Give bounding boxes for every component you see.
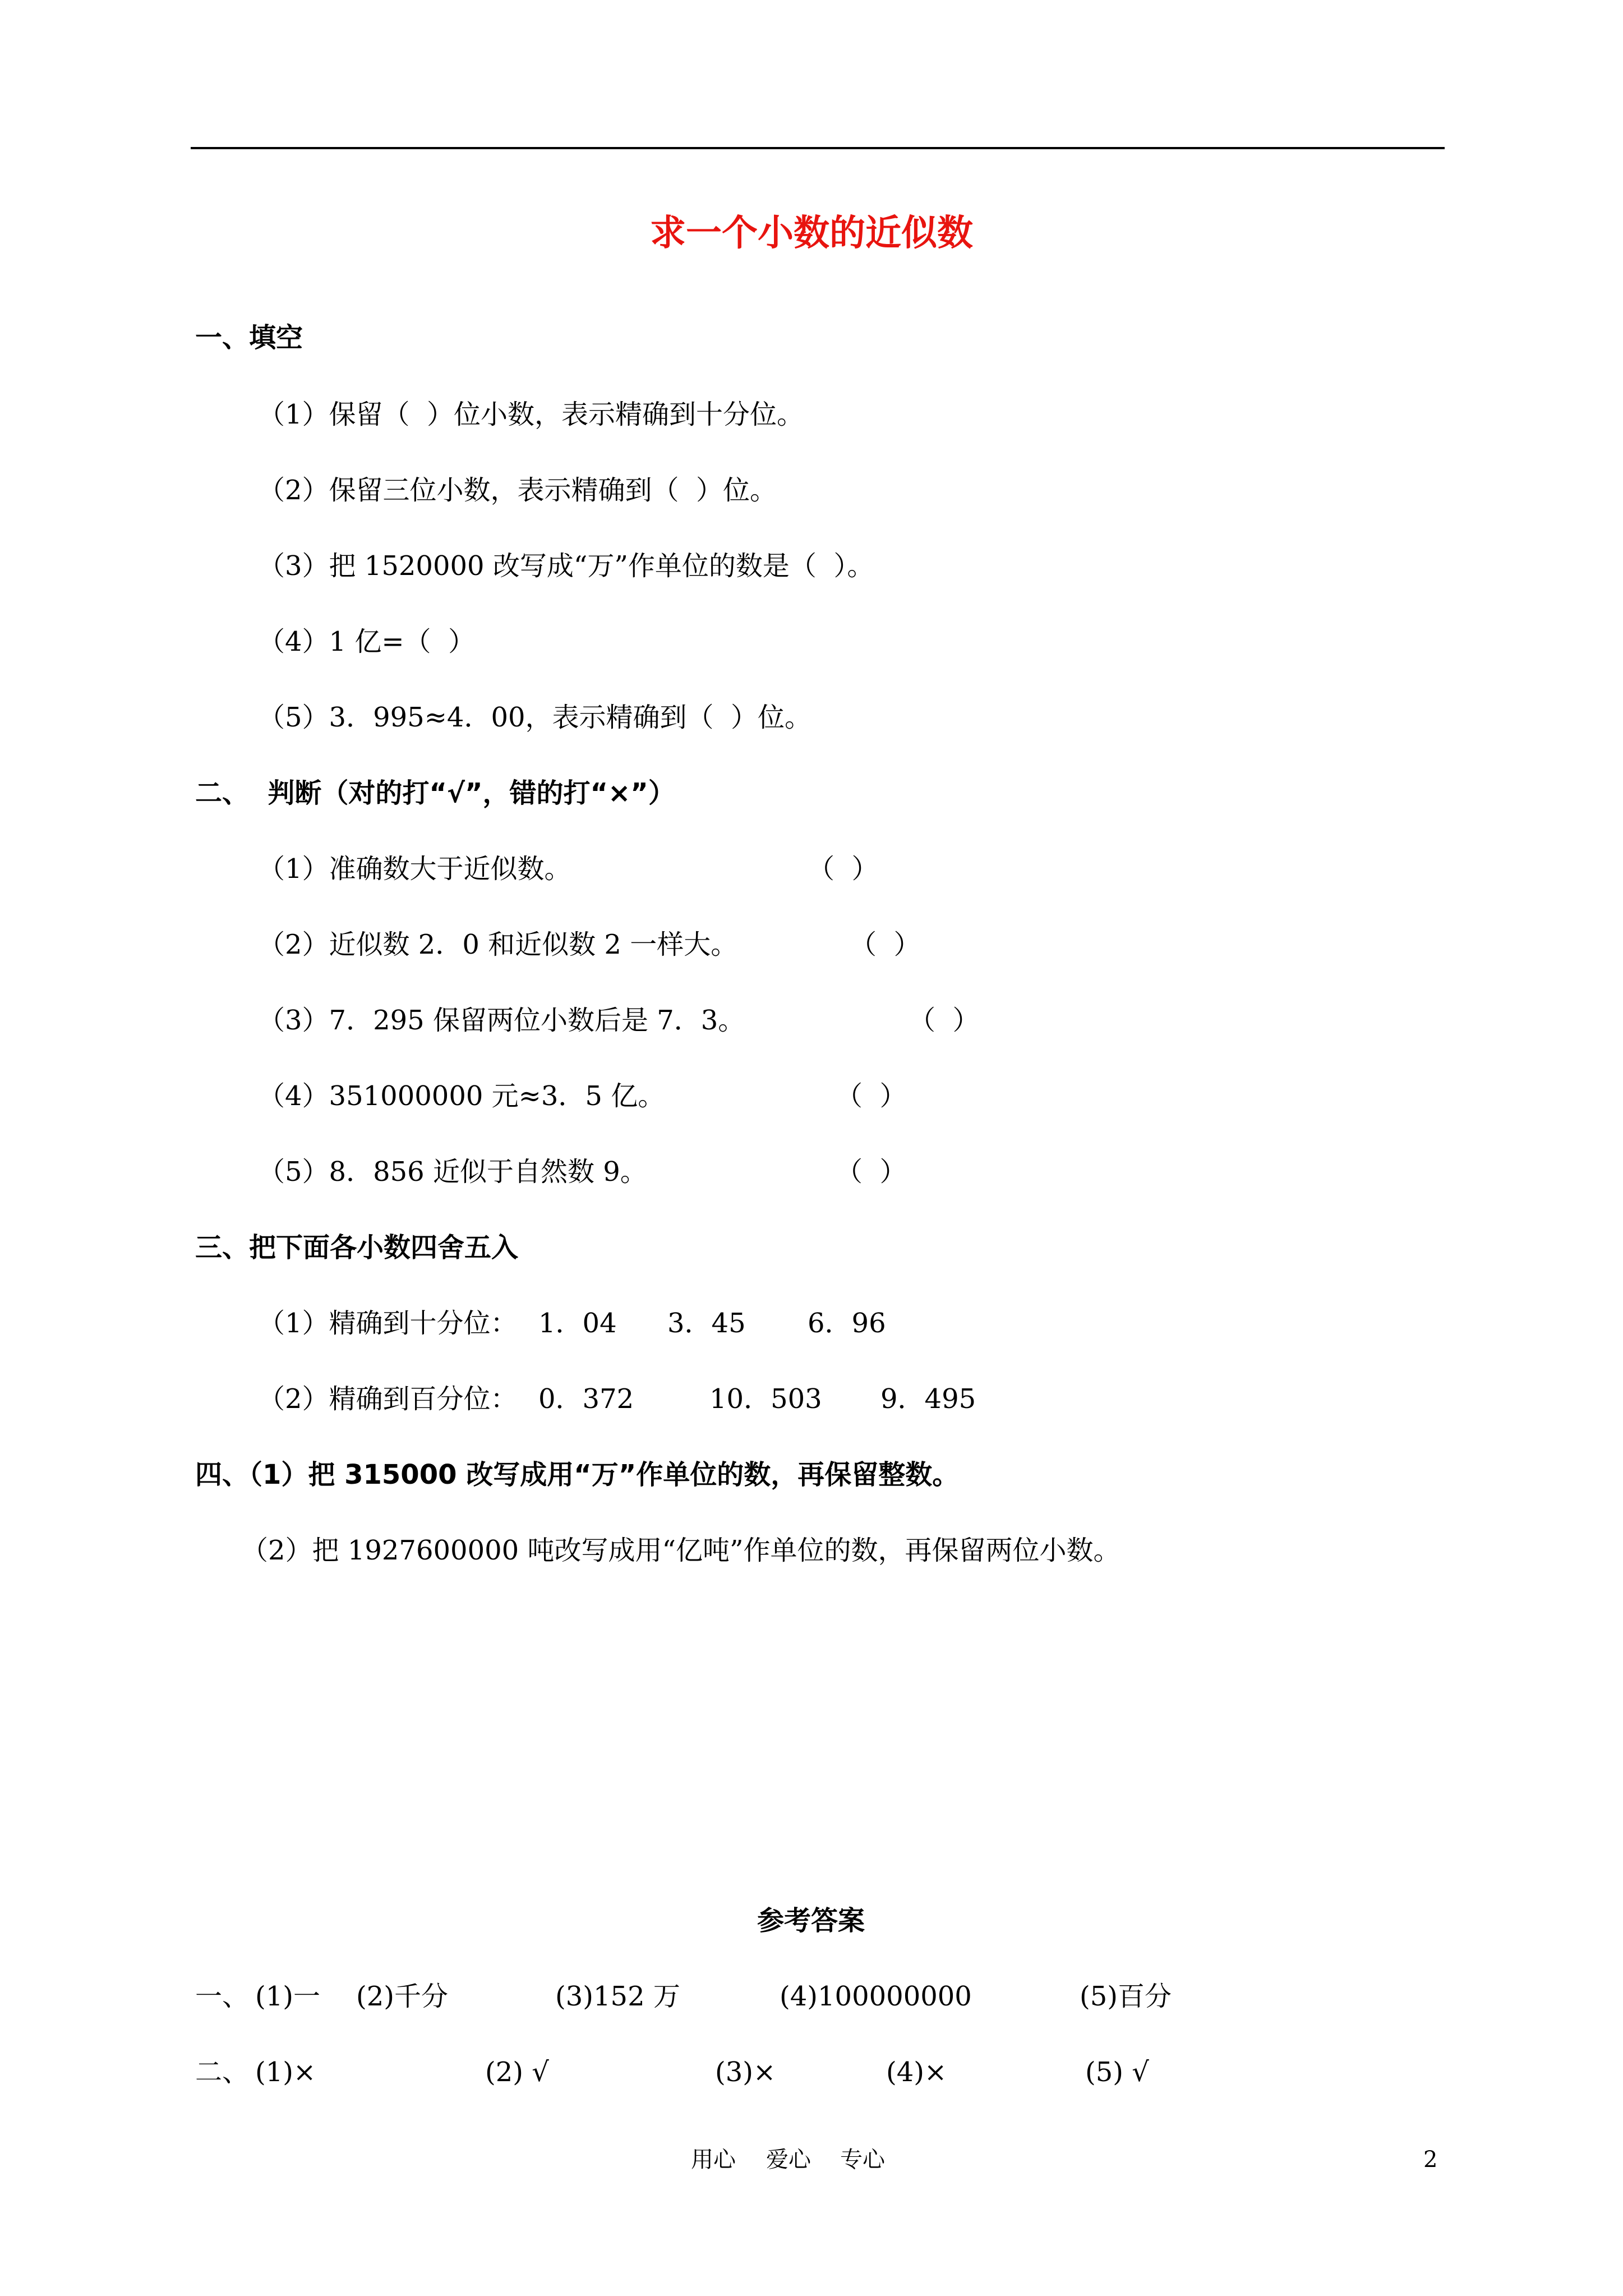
section-1-item-2: （2）保留三位小数，表示精确到（ ）位。 — [258, 475, 777, 506]
answer-2-2: (2) √ — [485, 2056, 549, 2088]
section-1-item-3: （3）把 1520000 改写成“万”作单位的数是（ ）。 — [258, 550, 874, 582]
round-tenths-value-1: 1．04 — [538, 1308, 617, 1339]
section-1-item-1: （1）保留（ ）位小数，表示精确到十分位。 — [258, 399, 804, 430]
judge-blank-1: （ ） — [808, 853, 879, 885]
judge-item-2: （2）近似数 2．0 和近似数 2 一样大。 — [258, 929, 738, 960]
answers-row1-label: 一、 — [195, 1981, 250, 2012]
judge-blank-2: （ ） — [850, 929, 921, 960]
section-1-item-5: （5）3．995≈4．00，表示精确到（ ）位。 — [258, 702, 812, 733]
section-2-heading: 二、 判断（对的打“√”，错的打“×”） — [195, 777, 675, 809]
section-3-heading: 三、把下面各小数四舍五入 — [195, 1232, 519, 1263]
answer-1-3: (3)152 万 — [555, 1981, 680, 2012]
round-hundredths-value-2: 10．503 — [709, 1383, 822, 1415]
section-1-item-4: （4）1 亿=（ ） — [258, 626, 476, 657]
answer-1-5: (5)百分 — [1080, 1981, 1172, 2012]
round-hundredths-label: （2）精确到百分位： — [258, 1383, 518, 1415]
judge-item-1: （1）准确数大于近似数。 — [258, 853, 571, 885]
footer-motto-2: 爱心 — [766, 2147, 811, 2173]
round-tenths-value-3: 6．96 — [808, 1308, 886, 1339]
footer-motto-1: 用心 — [691, 2147, 736, 2173]
section-4-item-2: （2）把 1927600000 吨改写成用“亿吨”作单位的数，再保留两位小数。 — [241, 1535, 1121, 1566]
answer-1-1: (1)一 — [255, 1981, 320, 2012]
judge-blank-4: （ ） — [836, 1080, 907, 1112]
section-1-heading: 一、填空 — [195, 322, 303, 353]
page-number: 2 — [1423, 2147, 1438, 2173]
round-tenths-label: （1）精确到十分位： — [258, 1308, 518, 1339]
judge-item-4: （4）351000000 元≈3．5 亿。 — [258, 1080, 665, 1112]
round-hundredths-value-3: 9．495 — [880, 1383, 976, 1415]
answers-heading: 参考答案 — [757, 1905, 865, 1936]
header-rule — [191, 147, 1445, 149]
round-hundredths-value-1: 0．372 — [538, 1383, 634, 1415]
round-tenths-value-2: 3．45 — [667, 1308, 746, 1339]
answer-2-4: (4)× — [886, 2056, 947, 2088]
judge-blank-3: （ ） — [909, 1005, 980, 1036]
answer-2-5: (5) √ — [1085, 2056, 1149, 2088]
document-title: 求一个小数的近似数 — [650, 213, 973, 254]
judge-item-5: （5）8．856 近似于自然数 9。 — [258, 1156, 647, 1188]
judge-blank-5: （ ） — [836, 1156, 907, 1188]
section-4-heading: 四、（1）把 315000 改写成用“万”作单位的数，再保留整数。 — [195, 1459, 960, 1490]
footer-motto-3: 专心 — [840, 2147, 885, 2173]
answer-1-4: (4)100000000 — [780, 1981, 972, 2012]
answer-1-2: (2)千分 — [356, 1981, 448, 2012]
judge-item-3: （3）7．295 保留两位小数后是 7．3。 — [258, 1005, 745, 1036]
answer-2-1: (1)× — [255, 2056, 316, 2088]
answer-2-3: (3)× — [715, 2056, 776, 2088]
answers-row2-label: 二、 — [195, 2056, 250, 2088]
